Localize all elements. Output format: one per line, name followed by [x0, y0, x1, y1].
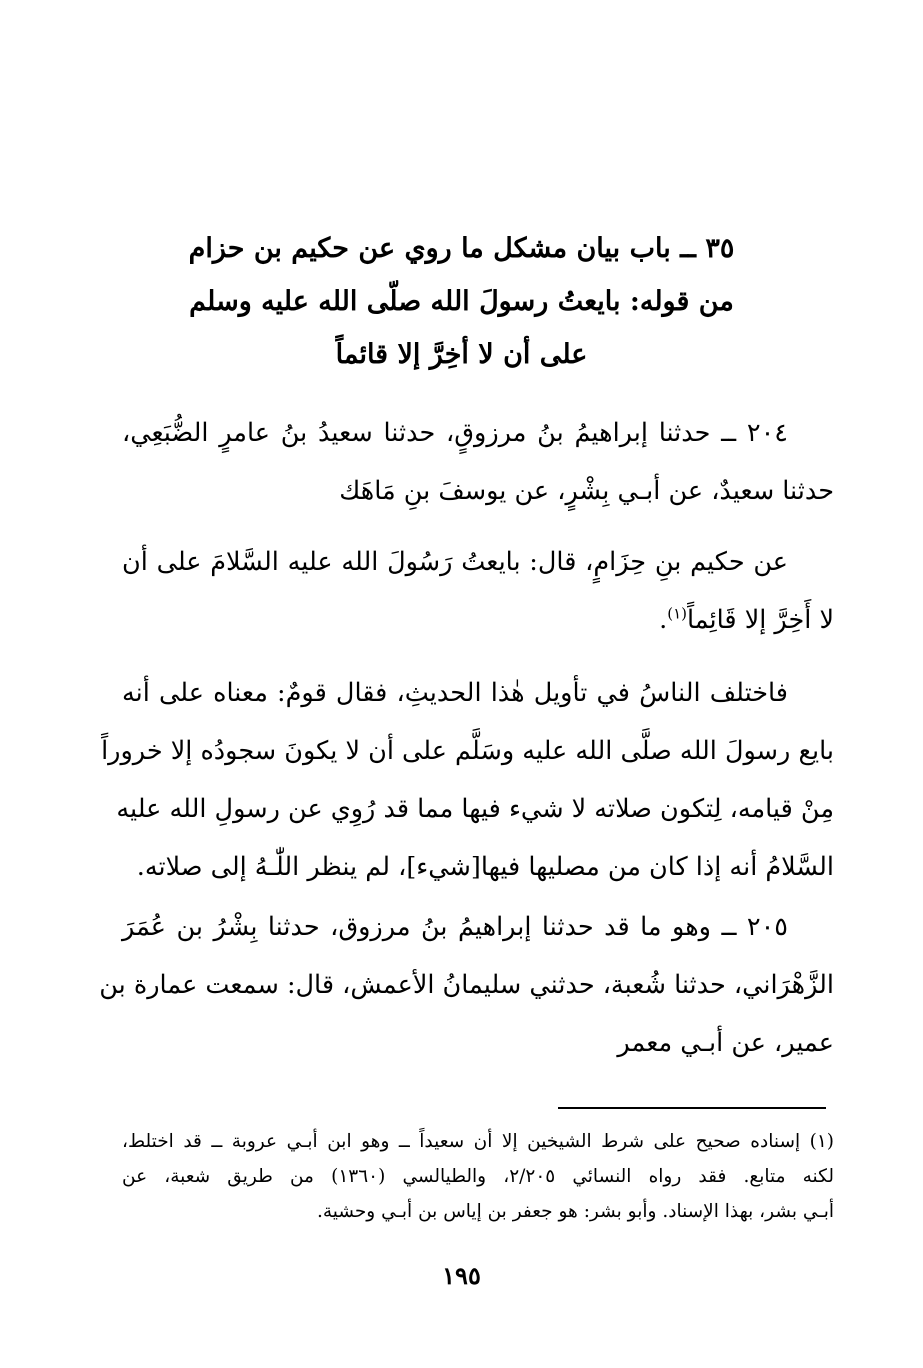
text-line: ٢٠٥ ــ وهو ما قد حدثنا إبراهيمُ بنُ مرزوق، حدثنا بِشْرُ بن عُمَرَ [122, 912, 788, 942]
text-line: حدثنا سعيدٌ، عن أبـي بِشْرٍ، عن يوسفَ بنِ مَاهَك [339, 476, 834, 506]
text-line [122, 591, 834, 649]
text-line: الزَّهْرَاني، حدثنا شُعبة، حدثني سليمانُ الأعمش، قال: سمعت عمارة بن [99, 970, 834, 1000]
heading-line: من قوله: بايعتُ رسولَ الله صلّى الله عليه وسلم [189, 286, 734, 317]
heading-line: على أن لا أخِرَّ إلا قائماً [335, 339, 588, 370]
footnote-line: لكنه متابع. فقد رواه النسائي ٢/٢٠٥، والطيالسي (١٣٦٠) من طريق شعبة، عن [122, 1166, 834, 1187]
footnote-line: أبـي بشر، بهذا الإسناد. وأبو بشر: هو جعفر بن إياس بن أبـي وحشية. [316, 1201, 834, 1222]
footnote-line: (١) إسناده صحيح على شرط الشيخين إلا أن سعيداً ــ وهو ابن أبـي عروبة ــ قد اختلط، [122, 1131, 834, 1152]
footnote-reference[interactable]: (١) [667, 604, 688, 623]
chapter-heading [150, 222, 773, 381]
text-line: ٢٠٤ ــ حدثنا إبراهيمُ بنُ مرزوقٍ، حدثنا سعيدُ بنُ عامرٍ الضُّبَعِي، [122, 418, 788, 448]
text-segment: لا أَخِرَّ إلا قَائِماً [687, 605, 834, 635]
text-line: مِنْ قيامه، لِتكون صلاته لا شيء فيها مما قد رُوِي عن رسولِ الله عليه [116, 794, 834, 824]
footnote-separator [558, 1107, 826, 1109]
heading-line: ٣٥ ــ باب بيان مشكل ما روي عن حكيم بن حزام [188, 233, 735, 264]
hadith-205-isnad [99, 898, 834, 1072]
commentary-paragraph [101, 664, 834, 896]
hadith-204-isnad [122, 404, 834, 520]
text-line: السَّلامُ أنه إذا كان من مصليها فيها[شيء]، لم ينظر اللّٰـهُ إلى صلاته. [136, 852, 834, 882]
text-line: بايع رسولَ الله صلَّى الله عليه وسَلَّم على أن لا يكونَ سجودُه إلا خروراً [101, 736, 834, 766]
text-line: عمير، عن أبـي معمر [617, 1028, 834, 1058]
page-number: ١٩٥ [442, 1261, 481, 1290]
text-segment: . [659, 605, 668, 635]
footnotes [122, 1124, 834, 1229]
hadith-204-matn [122, 533, 834, 649]
text-line: عن حكيم بنِ حِزَامٍ، قال: بايعتُ رَسُولَ الله عليه السَّلامَ على أن [122, 547, 788, 577]
text-line: فاختلف الناسُ في تأويل هٰذا الحديثِ، فقال قومٌ: معناه على أنه [122, 678, 788, 708]
